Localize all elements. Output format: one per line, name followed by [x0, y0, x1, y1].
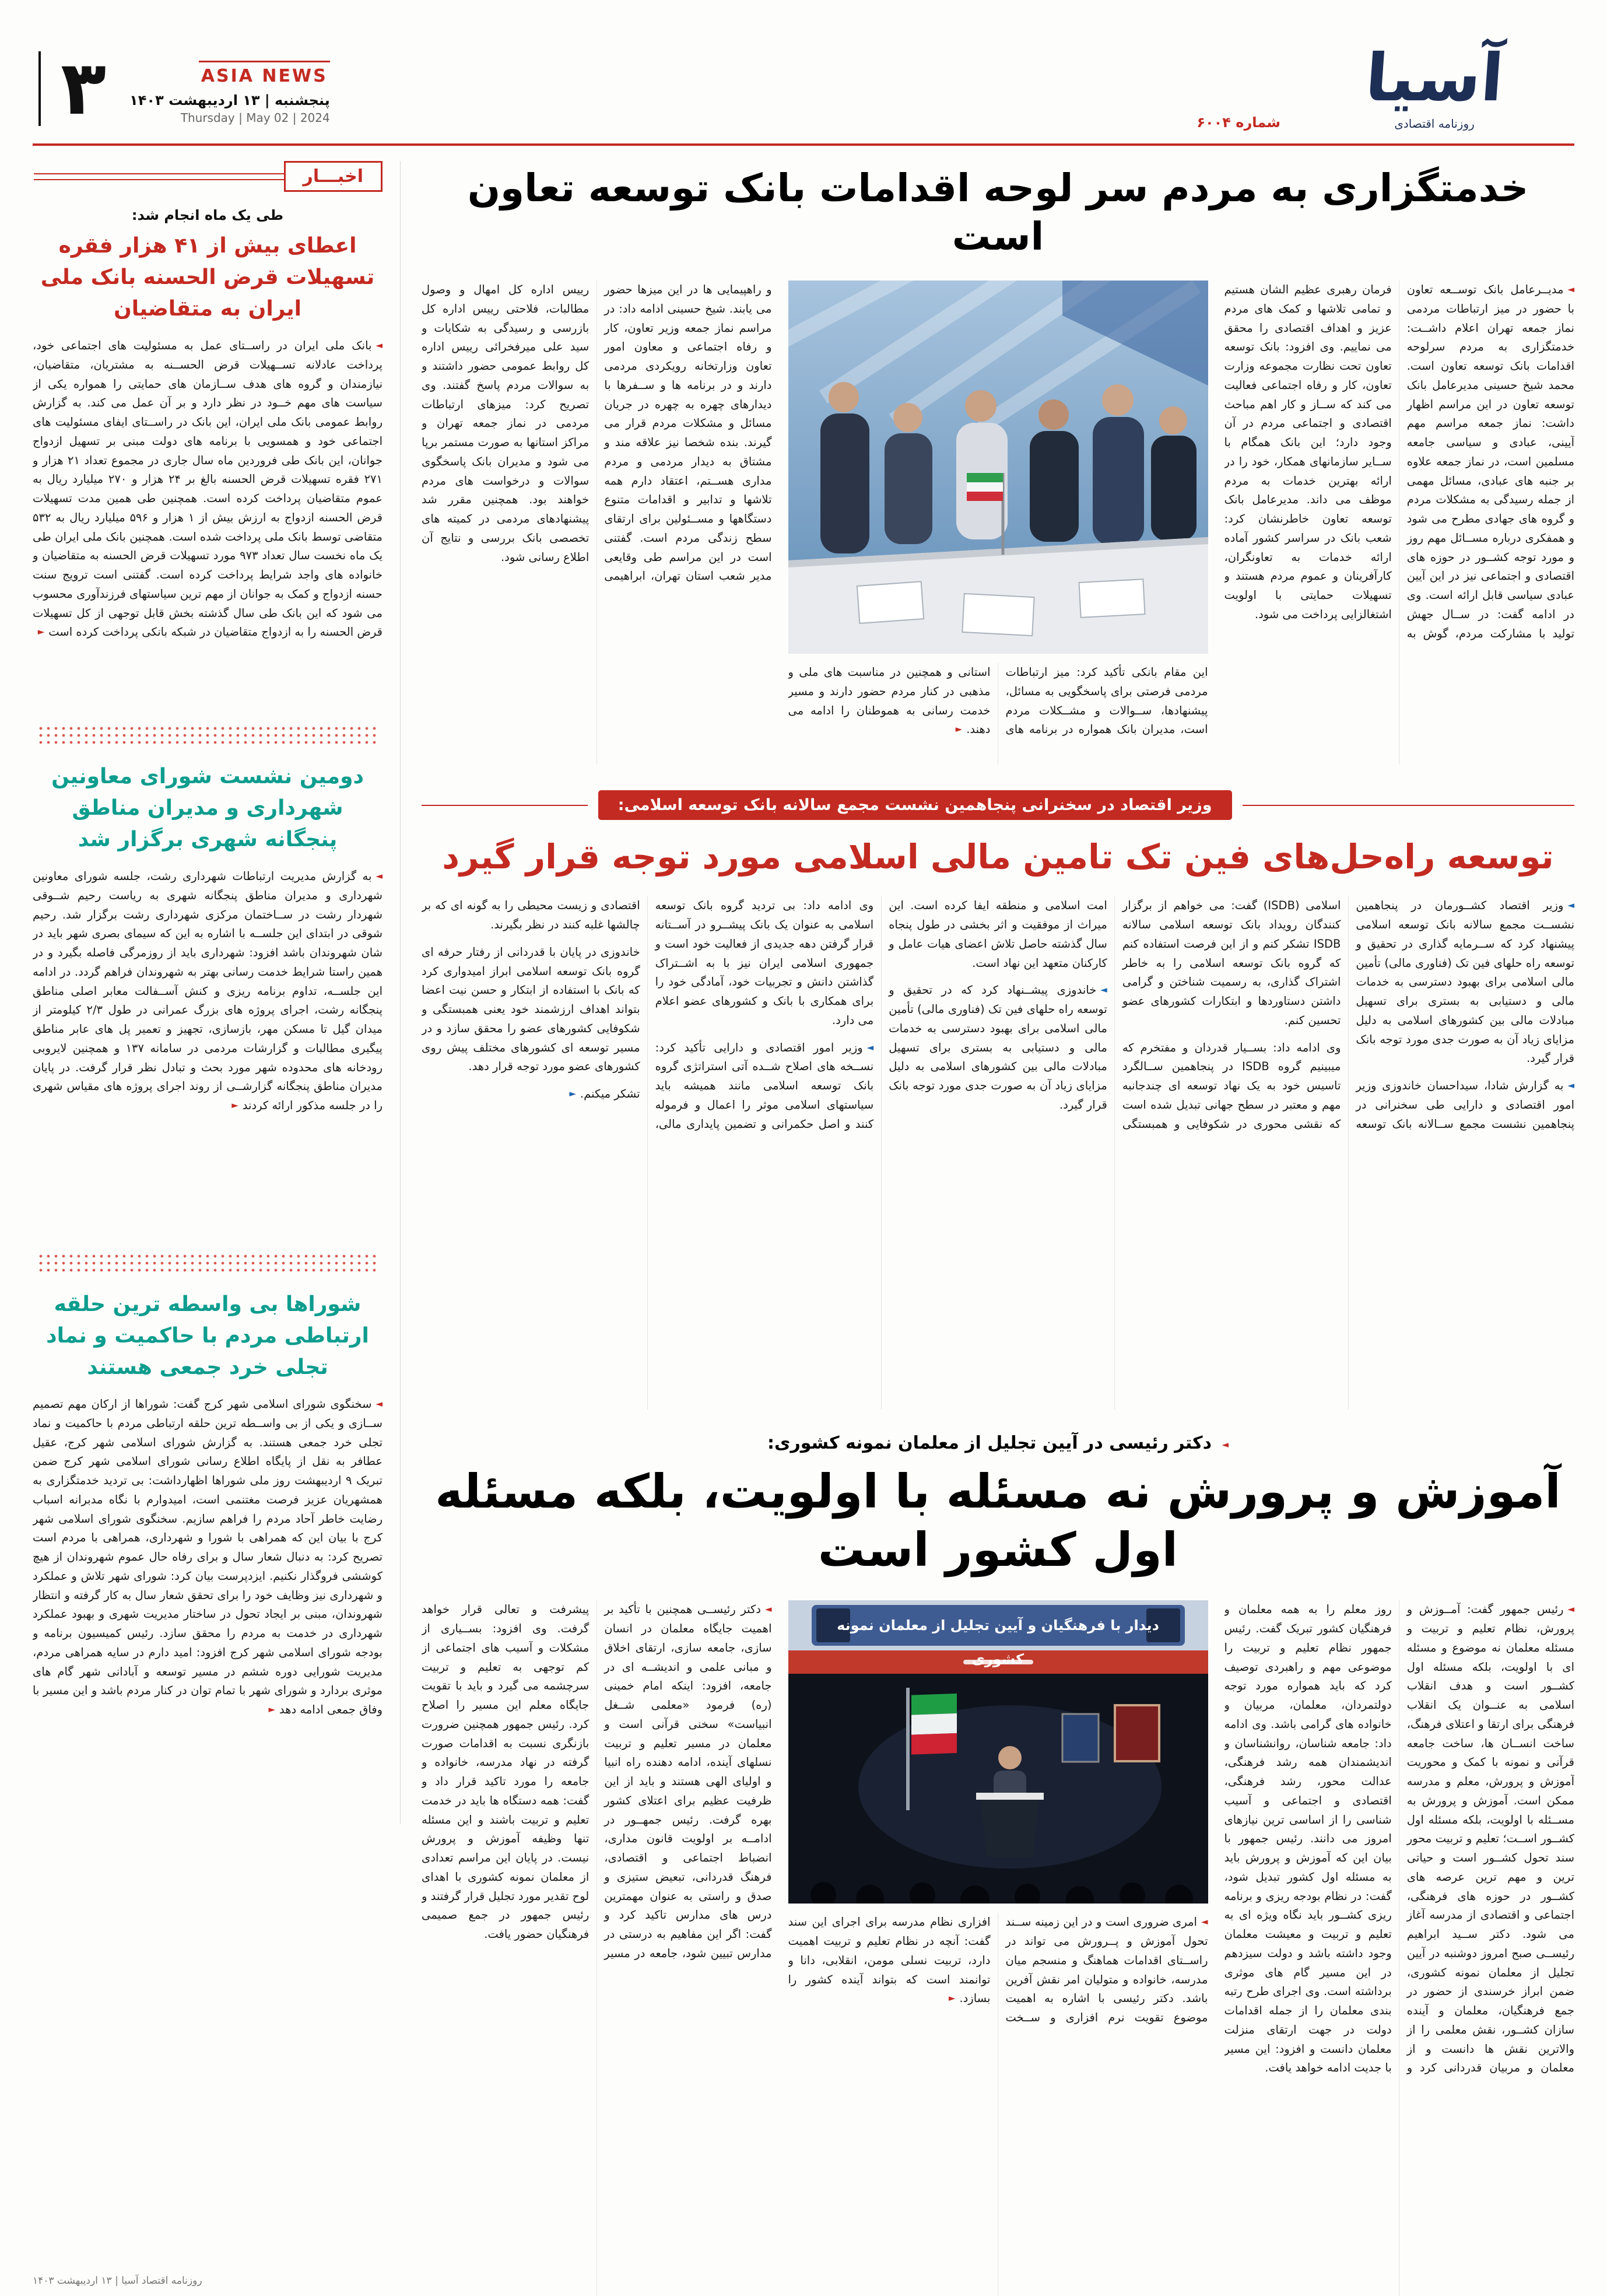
newspaper-logo [1294, 40, 1574, 131]
article3-kicker: ◄ دکتر رئیسی در آیین تجلیل از معلمان نمونه کشوری: [767, 1433, 1229, 1454]
logo-tagline: روزنامه اقتصادی [1394, 117, 1475, 131]
dotted-separator [38, 1253, 377, 1274]
article1-headline: خدمتگزاری به مردم سر لوحه اقدامات بانک توسعه تعاون است [467, 166, 1529, 259]
article2-kicker-bar [422, 790, 1574, 820]
paragraph-end-icon: ► [955, 724, 963, 735]
paragraph-start-icon: ◄ [1567, 900, 1574, 911]
article3-left-columns: ◄دکتر رئیســی همچنین با تأکید بر اهمیت جایگاه معلمان در انسان سازی، جامعه سازی، ارتقای اخلاق و مبانی علمی و اندیشــه ای در جامعه، افزود: اینکه امام خمینی (ره) فرمود «معلمی شــغل انبیاست» سخنی قرآنی است و معلمان در مسیر تعلیم و تربیت نسلهای آینده، ادامه دهنده راه انبیا و اولیای الهی هستند و باید از این ظرفیت عظیم برای اعتلای کشور بهره گرفت. رئیس جمهــور در ادامــه بر اولویت قانون مداری، انضباط اجتماعی و اقتصادی، فرهنگ قدردانی، تبعیض ستیزی و صدق و راستی به عنوان مهمترین درس های مدارس تاکید کرد و گفت: اگر این مفاهیم به درستی در مدارس تبیین شود، جامعه در مسیر پیشرفت و تعالی قرار خواهد گرفت. وی افزود: بســیاری از مشکلات و آسیب های اجتماعی از کم توجهی به تعلیم و تربیت سرچشمه می گیرد و باید با تقویت جایگاه معلم این مسیر را اصلاح کرد. رئیس جمهور همچنین ضرورت بازنگری نسبت به اقدامات صورت گرفته در نهاد مدرسه، خانواده و جامعه را مورد تاکید قرار داد و گفت: همه دستگاه ها باید در خدمت تعلیم و تربیت باشند و این مسئله تنها وظیفه آموزش و پرورش نیست. در پایان این مراسم تعدادی از معلمان نمونه کشوری با اهدای لوح تقدیر مورد تجلیل قرار گرفتند و رئیس جمهور در جمع صمیمی فرهنگیان حضور یافت. [422, 1603, 772, 1960]
kicker-bullet-icon: ◄ [1222, 1439, 1229, 1450]
sidebar3-body: ◄سخنگوی شورای اسلامی شهر کرج گفت: شوراها از ارکان مهم تصمیم ســازی و یکی از بی واســطه ترین حلقه ارتباطی مردم با حاکمیت و نماد تجلی خرد جمعی هستند. به گزارش شورای اسلامی شهر کرج، عقیل عطافر به نقل از پایگاه اطلاع رسانی شورای اسلامی شهر کرج ضمن تبریک ۹ اردیبهشت روز ملی شوراها اظهارداشت: بی تردید خدمتگزاری به همشهریان عزیز فرصت مغتنمی است، امیدوارم با نگاه مدبرانه اسباب رضایت خاطر آحاد مردم را فراهم سازیم. سخنگوی شورای اسلامی شهر کرج با بیان این که همراهی با شورا و شهرداری، همراهی با مردم است تصریح کرد: به دنبال شعار سال و برای رفاه حال عموم شهروندان از هیچ کوششی فروگذار نکنیم. ایزدپرست بیان کرد: شورای شهر تلاش و عملکرد و شهرداری نیز وظایف خود را برای تحقق شعار سال به کار گرفته و انتظار شهروندان، مبنی بر ایجاد تحول در ساختار مدیریت شهری و بهبود عملکرد شهرداری در خدمت به مردم را محقق سازد. رئیس کمیسیون برنامه و بودجه شورای اسلامی شهر کرج افزود: امید دارم در سایه همراهی مردم، مدیریت شورایی دوره ششم در مسیر توسعه و آبادانی شهر گام های موثری بردارد و شورای شهر با تمام توان در کنار مردم باشد و این مسیر با وفاق جمعی ادامه دهد► [33, 1397, 383, 1716]
sidebar2-headline: دومین نشست شورای معاونین شهرداری و مدیران مناطق پنجگانه شهری برگزار شد [51, 765, 364, 851]
paragraph-start-icon: ◄ [376, 340, 383, 350]
sidebar-section-label [33, 161, 383, 192]
date-english: Thursday | May 02 | 2024 [180, 111, 330, 125]
article3-headline: آموزش و پرورش نه مسئله با اولویت، بلکه مسئله اول کشور است [435, 1464, 1561, 1578]
logo-text: آسیا [1363, 40, 1506, 116]
paragraph-start-icon: ◄ [764, 1604, 772, 1615]
photo-banner-text: دیدار با فرهنگیان و آیین تجلیل از معلمان نمونه کشوری [837, 1617, 1159, 1668]
article-isdb-fintech [422, 790, 1574, 1410]
article1-under-photo-columns: این مقام بانکی تأکید کرد: میز ارتباطات مردمی فرصتی برای پاسخگویی به مسائل، پیشنهادها، ســوالات و مشــکلات مردم است، مدیران بانک همواره در برنامه های استانی و همچنین در مناسبت های ملی و مذهبی در کنار مردم حضور دارند و مسیر خدمت رسانی به هموطنان را ادامه می دهند.► [788, 665, 1208, 737]
sidebar1-headline: اعطای بیش از ۴۱ هزار فقره تسهیلات قرض الحسنه بانک ملی ایران به متقاضیان [40, 234, 375, 321]
sidebar-article-bank-melli [33, 207, 383, 710]
sidebar2-body: ◄به گزارش مدیریت ارتباطات شهرداری رشت، جلسه شورای معاونین شهرداری و مدیران مناطق پنجگانه شهری به ریاست رحیم شــوقی شهردار رشت در ســاختمان مرکزی شهرداری رشت برگزار شد. رحیم شوقی در ابتدای این جلســه با اشاره به این که سیمای بصری شهر باید در شان شهروندان باشد افزود: شهرداری باید از روزمرگی فاصله بگیرد و در همین راستا شرایط خدمت رسانی بهتر به شهروندان فراهم گردد. در ادامه این جلســه، تداوم برنامه ریزی و کنش آســفالت معابر اصلی مناطق پنجگانه رشت، اجرای پروژه های بزرگ عمرانی در طول ۲/۳ کیلومتر از میدان گیل تا مسکن مهر، بازسازی، تجهیز و تعمیر پل های عابر مناطق پیگیری مطالبات و گزارشات مردمی در سامانه ۱۳۷ و همچنین لایروبی رودخانه های محدوده شهر مورد بحث و تبادل نظر قرار گرفت. در پایان مدیران مناطق پنجگانه گزارشــی از روند اجرای پروژه های مقیاس شهری را در جلسه مذکور ارائه کردند► [33, 870, 383, 1112]
article2-kicker: وزیر اقتصاد در سخنرانی پنجاهمین نشست مجمع سالانه بانک توسعه اسلامی: [598, 790, 1232, 820]
paragraph-start-icon: ◄ [1567, 1604, 1574, 1615]
page-footer: روزنامه اقتصاد آسیا | ۱۳ اردیبهشت ۱۴۰۳ [33, 2275, 202, 2287]
paragraph-start-icon: ◄ [1100, 984, 1107, 995]
brand-english: ASIA NEWS [199, 61, 330, 89]
article1-left-columns: و راهپیمایی ها در این میزها حضور می یابند. شیخ حسینی ادامه داد: در مراسم نماز جمعه وزیر تعاون، کار و رفاه اجتماعی و معاون امور تعاون وزارتخانه رویکردی مردمی دارند و در برنامه ها و ســفرها با دیدارهای چهره به چهره در جریان مسائل و مشکلات مردم قرار می گیرند. بنده شخصا نیز علاقه مند و مشتاق به دیدار مردمی و مردم مداری هســتم، اعتقاد دارم همه تلاشها و تدابیر و اقدامات متنوع دستگاهها و مســئولین برای ارتقای سطح زندگی مردم است. گفتنی است در این مراسم طی وقایعی مدیر شعب استان تهران، ابراهیمی رییس اداره کل امهال و وصول مطالبات، فلاحتی رییس اداره کل بازرسی و رسیدگی به شکایات و سید علی میرفخرائی رییس اداره کل روابط عمومی حضور داشتند و به سوالات مردم پاسخ گفتند. وی تصریح کرد: میزهای ارتباطات مردمی در نماز جمعه تهران و مراکز استانها به صورت مستمر برپا می شود و مدیران بانک پاسخگوی سوالات و درخواست های مردم خواهند بود. همچنین مقرر شد پیشنهادهای مردمی در کمیته های تخصصی بانک بررسی و نتایج آن اطلاع رسانی شود. [422, 283, 772, 583]
date-persian: پنجشنبه | ۱۳ اردیبهشت ۱۴۰۳ [129, 92, 330, 108]
article3-under-photo-columns: ◄امری ضروری است و در این زمینه ســند تحول آموزش و پــرورش می تواند در راســتای اقدامات هماهنگ و منسجم میان مدرسه، خانواده و متولیان امر نقش آفرین باشد. دکتر رئیسی با اشاره به اهمیت موضوع تقویت نرم افزاری و ســخت افزاری نظام مدرسه برای اجرای این سند گفت: آنچه در نظام تعلیم و تربیت اهمیت دارد، تربیت نسلی مومن، انقلابی، دانا و توانمند است که بتواند آینده کشور را بسازد.► [788, 1915, 1208, 2025]
article1-right-columns: ◄مدیــرعامل بانک توســعه تعاون با حضور در میز ارتباطات مردمی نماز جمعه تهران اعلام داشــت: خدمتگزاری به مردم سرلوحه اقدامات بانک توسعه تعاون است. محمد شیخ حسینی مدیرعامل بانک توسعه تعاون در این مراسم اظهار داشت: نماز جمعه مراسم مهم آیینی، عبادی و سیاسی جامعه مسلمین است، در نماز جمعه علاوه بر جنبه های عبادی، مسائل مهمی از جمله رسیدگی به مشکلات مردم و گروه های جهادی مطرح می شود و همفکری درباره مســائل مهم روز و مورد توجه کشــور در حوزه های اقتصادی و اجتماعی نیز در این آیین عبادی سیاسی قابل ارائه است. وی در ادامه گفت: در ســال جهش تولید با مشارکت مردم، گوش به فرمان رهبری عظیم الشان هستیم و تمامی تلاشها و کمک های مردم عزیز و اهداف اقتصادی را محقق می نماییم. وی افزود: بانک توسعه تعاون تحت نظارت مجموعه وزارت تعاون، کار و رفاه اجتماعی فعالیت می کند که ســاز و کار اهم مباحث اقتصادی و اجتماعی مردم در آن وجود دارد؛ این بانک همگام با ســایر سازمانهای همکار، خود را در ارائه بهترین خدمات به مردم موظف می داند. مدیرعامل بانک توسعه تعاون خاطرنشان کرد: شعب بانک در سراسر کشور آماده ارائه خدمات به تعاونگران، کارآفرینان و عموم مردم هستند و تسهیلات حمایتی با اولویت اشتغالزایی پرداخت می شود. [1224, 283, 1574, 640]
brand-block [129, 61, 330, 125]
issue-number: شماره ۶۰۰۴ [1197, 114, 1280, 131]
news-sidebar [33, 161, 401, 1824]
news-label-rule [34, 173, 284, 180]
article3-photo [788, 1600, 1208, 1904]
kicker-rule-left [422, 805, 588, 806]
paragraph-end-icon: ► [268, 1704, 275, 1715]
paragraph-start-icon: ◄ [866, 1042, 874, 1053]
article3-right-columns: ◄رئیس جمهور گفت: آمــوزش و پرورش، نظام تعلیم و تربیت و مسئله معلمان نه موضوع و مسئله ای با اولویت، بلکه مسئله اول کشــور است و هدف انقلاب اسلامی به عنــوان یک انقلاب فرهنگی برای ارتقا و اعتلای فرهنگ، ساخت انســان ها، ساخت جامعه قرآنی و نمونه با کمک و محوریت آموزش و پرورش، معلم و مدرسه ممکن است. آموزش و پرورش به مســئله با اولویت، بلکه مسئله اول کشــور اســت؛ تعلیم و تربیت محور سند تحول کشــور است و حیاتی ترین و مهم ترین عرصه های کشــور در حوزه های فرهنگی، اجتماعی و اقتصادی از مدرسه آغاز می شود. دکتر ســید ابراهیم رئیســی صبح امروز دوشنبه در آیین تجلیل از معلمان نمونه کشوری، ضمن ابراز خرسندی از حضور در جمع فرهنگیان، معلمان و آینده سازان کشــور، نقش معلمی را از والاترین نقش ها دانست و از معلمان و مربیان قدردانی کرد و روز معلم را به همه معلمان و فرهنگیان کشور تبریک گفت. رئیس جمهور نظام تعلیم و تربیت را موضوعی مهم و راهبردی توصیف کرد که باید همواره مورد توجه دولتمردان، معلمان، مربیان و خانواده های گرامی باشد. وی ادامه داد: جامعه شناسان، روانشناسان و اندیشمندان همه رشد فرهنگی، عدالت محور، رشد فرهنگی، اقتصادی و اجتماعی و آسیب شناسی را از اساسی ترین نیازهای امروز می دانند. رئیس جمهور با بیان این که آموزش و پرورش باید به مسئله اول کشور تبدیل شود، گفت: در نظام بودجه ریزی و برنامه ریزی کشــور باید نگاه ویژه ای به تعلیم و تربیت و معیشت معلمان وجود داشته باشد و دولت سیزدهم در این مسیر گام های موثری برداشته است. وی اجرای طرح رتبه بندی معلمان را از جمله اقدامات دولت در جهت ارتقای منزلت معلمان دانست و افزود: این مسیر با جدیت ادامه خواهد یافت. [1224, 1603, 1574, 2075]
sidebar-article-rasht-council [33, 761, 383, 1238]
dotted-separator [38, 725, 377, 746]
paragraph-start-icon: ◄ [376, 871, 383, 881]
paragraph-end-icon: ► [231, 1100, 238, 1110]
paragraph-start-icon: ◄ [1567, 1080, 1574, 1091]
article2-columns: ◄وزیر اقتصاد کشــورمان در پنجاهمین نشســت مجمع سالانه بانک توسعه اسلامی پیشنهاد کرد که ســرمایه گذاری در تحقیق و توسعه راه حلهای فین تک (فناوری مالی) تأمین مالی اسلامی برای بهبود دسترسی به خدمات مالی و دستیابی به بستری برای تسهیل مبادلات مالی بین کشورهای اسلامی به دلیل مزایای زیاد آن به صورت جدی مورد توجه بانک قرار گیرد. ◄به گزارش شادا، سیداحسان خاندوزی وزیر امور اقتصادی و دارایی طی سخنرانی در پنجاهمین نشست مجمع ســالانه بانک توسعه اسلامی (ISDB) گفت: می خواهم از برگزار کنندگان رویداد بانک توسعه اسلامی سالانه ISDB تشکر کنم و از این فرصت استفاده کنم که گروه بانک توسعه اسلامی را به خاطر اشتراک گذاری، به رسمیت شناختن و گرامی داشتن دستاوردها و ابتکارات کشورهای عضو تحسین کنم. وی ادامه داد: بســیار قدردان و مفتخرم که میبینیم گروه ISDB در پنجاهمین ســالگرد تاسیس خود به یک نهاد توسعه ای چندجانبه مهم و معتبر در سطح جهانی تبدیل شده است که نقشی محوری در شکوفایی و همبستگی امت اسلامی و منطقه ایفا کرده است. این میراث از موفقیت و اثر بخشی در طول پنجاه سال گذشته حاصل تلاش اعضای هیات عامل و کارکنان متعهد این نهاد است. ◄خاندوزی پیشــنهاد کرد که در تحقیق و توسعه راه حلهای فین تک (فناوری مالی) تأمین مالی اسلامی برای بهبود دسترسی به خدمات مالی و دستیابی به بستری برای تسهیل مبادلات مالی بین کشورهای اسلامی به دلیل مزایای زیاد آن به صورت جدی مورد توجه بانک قرار گیرد. وی ادامه داد: بی تردید گروه بانک توسعه اسلامی به عنوان یک بانک پیشــرو در آســتانه قرار گرفتن دهه جدیدی از فعالیت خود است و جمهوری اسلامی ایران نیز با به اشــتراک گذاشتن دانش و تجربیات خود، آمادگی خود را برای همکاری با بانک و کشورهای عضو اعلام می دارد. ◄وزیر امور اقتصادی و دارایی تأکید کرد: نســخه های اصلاح شــده آتی استراتژی گروه بانک توسعه اسلامی مانند همیشه باید سیاستهای اسلامی موثر را اعمال و فرموله کنند و اصل حکمرانی و تضمین پایداری مالی، اقتصادی و زیست محیطی را به گونه ای که بر چالشها غلبه کنند در نظر بگیرند. خاندوزی در پایان با قدردانی از رفتار حرفه ای گروه بانک توسعه اسلامی ابراز امیدواری کرد که بانک با استفاده از ابتکار و حسن نیت اعضا بتواند اهداف ارزشمند خود یعنی همبستگی و شکوفایی کشورهای عضو را محقق سازد و در مسیر توسعه ای کشورهای مختلف پیش روی کشورهای عضو مورد توجه قرار دهد. تشکر میکنم.► [422, 899, 1574, 1131]
sidebar1-kicker: طی یک ماه انجام شد: [131, 207, 284, 223]
kicker-rule-right [1243, 805, 1574, 806]
news-label: اخبـــار [284, 161, 383, 192]
paragraph-end-icon: ► [37, 626, 45, 637]
page-number: ۳ [38, 51, 106, 126]
sidebar1-body: ◄بانک ملی ایران در راســتای عمل به مسئولیت های اجتماعی خود، پرداخت عادلانه تســهیلات قرض الحســنه به مشتریان، متقاضیان، نیازمندان و گروه های هدف ســازمان های حمایتی را همواره یکی از سیاست های مهم خــود در نظر دارد و بر آن عمل می کند. به گزارش روابط عمومی بانک ملی ایران، این بانک در راســتای ایفای مسئولیت های اجتماعی خود و همسویی با برنامه های دولت مبنی بر تسهیل ازدواج جوانان، این بانک طی فروردین ماه سال جاری در مجموع تعداد ۲۱ هزار و ۲۷۱ فقره تسهیلات قرض الحسنه بالغ بر ۲۴ هزار و ۲۷۰ میلیارد ریال به عموم متقاضیان پرداخت کرده است. همچنین طی همین مدت تسهیلات قرض الحسنه ازدواج به ارزش بیش از ۱ هزار و ۵۹۶ میلیارد ریال به ۵۳۲ متقاضی توسط بانک ملی پرداخت شده است. همچنین بانک ملی ایران طی یک ماه نخست سال تعداد ۹۷۳ مورد تسهیلات قرض الحسنه به متقاضیان و خانواده های واجد شرایط پرداخت کرده است. گفتنی است ترویج سنت حسنه ازدواج و کمک به جوانان از مهم ترین سیاستهای فرزندآوری محسوب می شود که این بانک طی سال گذشته بخش قابل توجهی از کل تسهیلات قرض الحسنه را به ازدواج متقاضیان در شبکه بانکی پرداخت کرده است► [33, 339, 383, 639]
article-bank-taavon [422, 164, 1574, 765]
sidebar-article-karaj-council [33, 1289, 383, 1824]
paragraph-end-icon: ► [569, 1088, 576, 1099]
article-raisi-teachers [422, 1433, 1574, 2296]
paragraph-start-icon: ◄ [1201, 1916, 1208, 1927]
paragraph-end-icon: ► [948, 1993, 956, 2004]
paragraph-start-icon: ◄ [376, 1398, 383, 1409]
paragraph-start-icon: ◄ [1567, 284, 1574, 295]
page-header [0, 0, 1607, 131]
main-articles [422, 161, 1574, 2296]
article1-photo [788, 281, 1208, 654]
article2-headline: توسعه راه‌حل‌های فین تک تامین مالی اسلامی مورد توجه قرار گیرد [442, 837, 1554, 877]
sidebar3-headline: شوراها بی واسطه ترین حلقه ارتباطی مردم با حاکمیت و نماد تجلی خرد جمعی هستند [46, 1292, 369, 1379]
